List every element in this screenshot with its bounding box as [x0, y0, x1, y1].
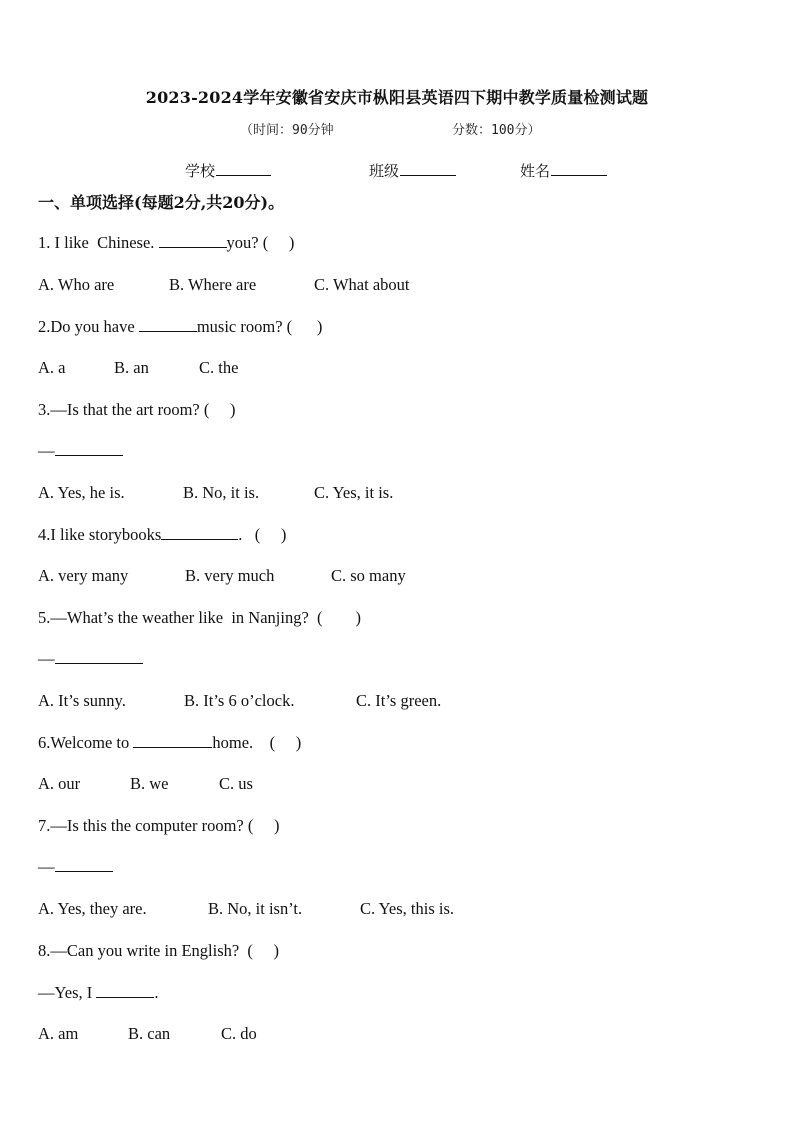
option-a[interactable]: A. our: [38, 774, 81, 793]
question-7-answer: [38, 857, 113, 877]
question-2-stem: 2.Do you have: [38, 317, 139, 336]
answer-blank[interactable]: [133, 746, 212, 748]
question-6-stem: 6.Welcome to: [38, 733, 134, 752]
answer-blank[interactable]: [96, 996, 154, 998]
question-4-stem: 4.I like storybooks: [38, 525, 162, 544]
option-a[interactable]: A. It’s sunny.: [38, 691, 126, 710]
option-a[interactable]: A. Yes, he is.: [38, 483, 125, 502]
answer-blank[interactable]: [55, 662, 143, 664]
class-field: [369, 160, 456, 181]
answer-prefix: —Yes, I: [38, 983, 97, 1002]
option-b[interactable]: B. No, it isn’t.: [208, 899, 303, 918]
question-1: [38, 233, 294, 253]
school-blank[interactable]: [216, 174, 271, 176]
option-a[interactable]: A. Yes, they are.: [38, 899, 147, 918]
class-label: 班级: [369, 162, 400, 180]
school-label: 学校: [185, 162, 216, 180]
question-7: 7.—Is this the computer room? ( ): [38, 816, 280, 835]
option-b[interactable]: B. It’s 6 o’clock.: [184, 691, 295, 710]
option-b[interactable]: B. Where are: [169, 275, 257, 294]
question-8-answer: [38, 983, 159, 1003]
option-c[interactable]: C. It’s green.: [356, 691, 442, 710]
exam-score: 分数：100分）: [452, 123, 541, 138]
name-label: 姓名: [520, 162, 551, 180]
question-3: 3.—Is that the art room? ( ): [38, 400, 236, 419]
question-8: 8.—Can you write in English? ( ): [38, 941, 280, 960]
option-b[interactable]: B. No, it is.: [183, 483, 260, 502]
question-2: [38, 317, 322, 337]
option-c[interactable]: C. Yes, this is.: [360, 899, 454, 918]
answer-blank[interactable]: [139, 330, 197, 332]
dash: —: [38, 649, 55, 668]
question-4: [38, 525, 286, 545]
question-6: [38, 733, 301, 753]
question-1-stem: 1. I like Chinese.: [38, 233, 159, 252]
option-b[interactable]: B. can: [128, 1024, 171, 1043]
question-2-tail: music room? ( ): [196, 317, 323, 336]
school-field: [185, 160, 271, 181]
option-a[interactable]: A. am: [38, 1024, 79, 1043]
dash: —: [38, 441, 55, 460]
question-5-answer: [38, 649, 143, 669]
option-c[interactable]: C. do: [221, 1024, 257, 1043]
name-blank[interactable]: [551, 174, 607, 176]
exam-time: （时间：90分钟: [240, 123, 334, 138]
answer-blank[interactable]: [55, 454, 123, 456]
option-a[interactable]: A. Who are: [38, 275, 115, 294]
answer-blank[interactable]: [159, 246, 227, 248]
option-c[interactable]: C. What about: [314, 275, 410, 294]
option-a[interactable]: A. a: [38, 358, 66, 377]
option-b[interactable]: B. we: [130, 774, 169, 793]
option-c[interactable]: C. so many: [331, 566, 406, 585]
answer-suffix: .: [154, 983, 159, 1002]
answer-blank[interactable]: [161, 538, 238, 540]
option-a[interactable]: A. very many: [38, 566, 129, 585]
class-blank[interactable]: [400, 174, 456, 176]
option-c[interactable]: C. Yes, it is.: [314, 483, 394, 502]
dash: —: [38, 857, 55, 876]
question-4-tail: . ( ): [238, 525, 287, 544]
exam-title: 2023-2024学年安徽省安庆市枞阳县英语四下期中教学质量检测试题: [145, 88, 649, 107]
question-6-tail: home. ( ): [212, 733, 302, 752]
question-1-tail: you? ( ): [226, 233, 295, 252]
name-field: [520, 160, 607, 181]
option-b[interactable]: B. an: [114, 358, 149, 377]
option-b[interactable]: B. very much: [185, 566, 275, 585]
option-c[interactable]: C. us: [219, 774, 253, 793]
question-5: 5.—What’s the weather like in Nanjing? ( ): [38, 608, 362, 627]
question-3-answer: [38, 441, 123, 461]
option-c[interactable]: C. the: [199, 358, 239, 377]
answer-blank[interactable]: [55, 870, 113, 872]
section-heading: 一、单项选择(每题2分,共20分)。: [38, 193, 285, 212]
